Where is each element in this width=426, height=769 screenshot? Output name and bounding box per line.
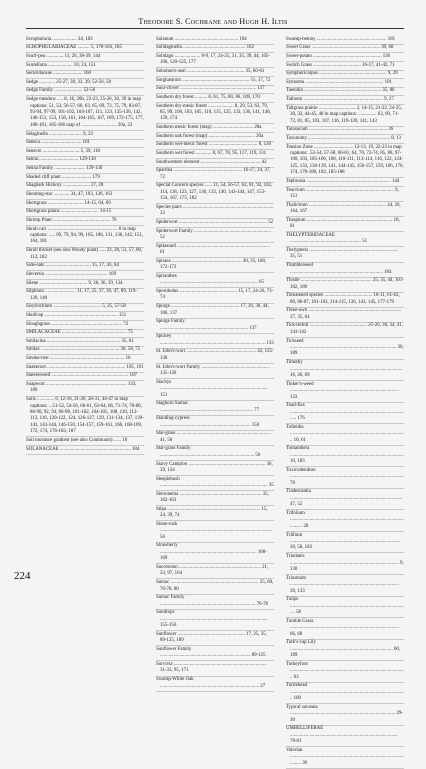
- index-entry: Sieversia ................................................... 169: [26, 271, 144, 280]
- index-entry: SCROPHULARIACEAE .......... 5, 178-183, 185: [26, 45, 144, 54]
- index-entry: Taxonomy ................................................................... 8, 13: [286, 135, 404, 144]
- index-entry: Sneezeweed ............................................................... 107: [26, 373, 144, 382]
- index-entry: Tephrosia ..................................................................... 144: [286, 178, 404, 187]
- index-entry: Sunflower ....................................................... 17, 25, 35, 89-125, 189: [156, 631, 274, 646]
- index-entry: Southern dry forest .......... 8, 61, 75, 80, 86, 109, 170: [156, 94, 274, 103]
- index-entry: Spiderwort ........................................................................ 52: [156, 219, 274, 228]
- index-entry: Standing-cypress .......................................................................... 158: [156, 416, 274, 431]
- index-entry: Tomanthera ............................................................................................. 10, 183: [286, 446, 404, 468]
- index-entry: Selaginella ........................... 9, 23: [26, 131, 144, 140]
- index-entry: Valerian ...................................................................................................... 39: [286, 747, 404, 769]
- index-entry: Smilax ................................................................ 30, 58, 75: [26, 347, 144, 356]
- index-column-2: [156, 36, 274, 689]
- index-entry: Symphoricarpos ....................................................... 9, 39: [286, 71, 404, 80]
- index-entry: Silene ....................................... 9, 26, 36, 39, 134: [26, 280, 144, 289]
- index-entry: Spikenard ............................................................................ 61: [156, 243, 274, 258]
- index-entry: Sumac ........................................................................ 25, 60, 76-78, 80: [156, 579, 274, 594]
- page-number: 224: [14, 570, 31, 582]
- index-entry: THELYPTERIDACEAE .......................................................... 51: [286, 232, 404, 247]
- index-entry: Starry Campion ............................................................... 36, 39, 134: [156, 461, 274, 476]
- index-entry: Silphium ......................... 11, 17, 25, 37, 39, 47, 89, 119-120, 140: [26, 289, 144, 304]
- index-entry: St. John's-wort ......................................................... 42, 135-136: [156, 349, 274, 364]
- index-entry: SMILACACEAE ..................................................... 75: [26, 330, 144, 339]
- index-entry: Timothy ............................................................................................ 16, 26, 69: [286, 360, 404, 382]
- index-column-1: [26, 36, 144, 558]
- index-entry: Spartina ........................................................ 16-17, 24, 37, 72: [156, 168, 274, 183]
- index-entry: Scutellaria .................... 10, 24, 151: [26, 62, 144, 71]
- index-entry: Side-oats ..................................... 15, 17, 43, 64: [26, 263, 144, 272]
- index-entry: Threatened species ....................................... 10-11, 61-62, 80, 86-87, 101-103, 114-115, 136, 143, 145, 177-179: [286, 293, 404, 308]
- index-entry: Senna Family ......................... 129-130: [26, 166, 144, 175]
- index-entry: Swamp-betony ......................................................... 181: [286, 36, 404, 45]
- index-entry: Spurrey ...................................................................................... 133: [156, 334, 274, 349]
- index-entry: Southern wet forest ............. 8, 67, 78, 95, 117, 119, 131: [156, 150, 274, 159]
- index-entry: Thalictrum ............................................................... 24, 26, 164, 167: [286, 202, 404, 217]
- index-entry: Shagbark Hickory ...................... 27, 28: [26, 183, 144, 192]
- index-entry: Tickseed ....................................................................................... 30, 189: [286, 338, 404, 360]
- index-entry: Three-awn ............................................................................ 27, 35, 64: [286, 308, 404, 323]
- index-entry: Taraxacum ................................................................ 26: [286, 127, 404, 136]
- index-entry: Spiraea ......................................................... 30, 35, 168, 172-173: [156, 258, 274, 273]
- index-entry: Star-grass Family ............................................................................. 56: [156, 446, 274, 461]
- index-entry: Succession ................................................................... 21, 33, 97, 164: [156, 564, 274, 579]
- index-entry: Smilacina ............................................................ 35, 61: [26, 338, 144, 347]
- index-entry: Scurf-pea .............. 11, 26, 38-39, 144: [26, 53, 144, 62]
- index-entry: Taenidia ............................................................... 35, 80: [286, 88, 404, 97]
- index-entry: Sunflower Family .......................................................................... 89-125: [156, 646, 274, 661]
- index-entry: Sour-clover .............................................................. 137: [156, 86, 274, 95]
- index-entry: Shooting-star ............. 34, 47, 103, 126, 162: [26, 191, 144, 200]
- index-entry: Solidago ..................... 8-9, 17, 24-25, 31, 35, 39, 44, 105-106, 120-125, 177: [156, 53, 274, 68]
- index-entry: Soapwort .................................................................. 133, 189: [26, 381, 144, 396]
- index-entry: Species pairs .......................................................................... 33: [156, 204, 274, 219]
- index-entry: Securidaceae ........................ 160: [26, 71, 144, 80]
- index-entry: Sedge meadow ..... 8, 16, 20b, 22-23, 25-26, 30, 39 in map captions: 51, 53, 56-57, 60, 63, 65, 69, 72, 75, 79, 83-87, 93-94, 97-99, 101-102, 104-107, 111, 123, 135-136, 142, 146-151, 153, 156, 161, 164-165, 167, 169, 172-175, 177, 180-181, 185-186 map of ............................. 20a, 23: [26, 96, 144, 130]
- index-entry: Toxicodendron ............................................................................................. 78: [286, 467, 404, 489]
- index-column-3: [286, 36, 404, 766]
- index-entry: Talinum ................................................................. 9, 27: [286, 96, 404, 105]
- index-entry: Sweet Grass ........................................................ 39, 68: [286, 45, 404, 54]
- running-head: Theodore S. Cochrane and Hugh H. Iltis: [138, 17, 288, 26]
- index-entry: Sisyrinchium ....................................... 5, 25, 57-58: [26, 304, 144, 313]
- index-entry: Shrub thicket (see also Woody plant) ..... 23, 28, 51, 57, 80, 112, 182: [26, 248, 144, 263]
- index-entry: Thimbleweed ............................................................................ 164: [286, 263, 404, 278]
- index-entry: Spiderwort Family ............................................................... 52: [156, 228, 274, 243]
- index-entry: Stipa ............................................................................ 15, 24, 39, 74: [156, 506, 274, 521]
- index-entry: Trillium .......................................................................................... 30, 58, 183: [286, 532, 404, 554]
- index-entry: Teucrium ........................................................................ 9, 151: [286, 187, 404, 202]
- index-entry: Shrimp Plant ............................................... 76: [26, 217, 144, 226]
- index-entry: Tradescantia ............................................................................................ 47, 52: [286, 489, 404, 511]
- index-entry: Staghorn Sumac ............................................................................ 77: [156, 401, 274, 416]
- index-entry: Turkeyfoot ............................................................................................... 63: [286, 661, 404, 683]
- index-entry: Seneca ................................. 161: [26, 140, 144, 149]
- index-entry: Sorghastrum ....................................................... 15, 17, 72: [156, 77, 274, 86]
- index-entry: Smoke-tree ............................................................. 16: [26, 355, 144, 364]
- index-entry: Soils .............. 6, 12-16, 21-26, 28-31, 44-47 in map captions: ...51-52, 54-56, 60-61, 63-64, 66, 71-74, 78-80, 86-90, 92, 94, 96-98, 101-102, 104-105, 108, 110, 112-113, 116, 120-122, 124, 126-127, 129, 131-134, 137, 139-141, 143-144, 146-150, 154-157, 159-161, 166, 168-169, 172, 174, 176-183, 187: [26, 397, 144, 438]
- index-entry: Shrub carr ......................................................... 8 in map captions: ..... 69, 79, 94, 99, 105, 108, 131, 136, 142, 151, 164, 181: [26, 226, 144, 248]
- index-entry: Shortgrass ............................. 14-15, 64, 69: [26, 200, 144, 209]
- index-entry: Thelypteris ........................................................................ 35, 51: [286, 247, 404, 262]
- index-entry: Sedge ............. 25-27, 30, 33, 39, 52-56, 58: [26, 79, 144, 88]
- index-entry: Southern mesic forest (map) ................................. 20a: [156, 124, 274, 133]
- index-entry: Solidaginella ................................................... 162: [156, 45, 274, 54]
- index-entry: Steironema ................................................................... 35, 162-163: [156, 491, 274, 506]
- index-entry: Stone-rush ............................................................................................ 56: [156, 521, 274, 543]
- index-entry: Tick-trefoil ............................................... 25-26, 30, 34, 41, 141-142: [286, 323, 404, 338]
- index-entry: Tension Zone ................................ 12-13, 19, 22-23 in map captions: .53-54, 57-58, 60-61, 64, 70, 72-74, 85, 88, 97-100, 103, 105-106, 108, 110-111, 113-114, 116, 122, 124-125, 133, 138-139, 141, 144-145, 156-157, 159, 166, 170, 174, 178-180, 182, 185-188: [286, 144, 404, 178]
- index-entry: SOLANACEAE .......................................................... 184: [26, 446, 144, 455]
- index-entry: St. John's-wort Family ........................................................ 135-136: [156, 364, 274, 379]
- index-entry: Survivia ............................................................................ 31-33, 95, 171: [156, 661, 274, 676]
- index-entry: Southwestern element ................................................. 42: [156, 159, 274, 168]
- index-entry: Sweet-potato ........................................................ 136: [286, 53, 404, 62]
- index-entry: Trifolium ....................................................................................................... 26: [286, 510, 404, 532]
- index-entry: Spiranthes ................................................................................ 65: [156, 273, 274, 288]
- index-entry: Tinker's-weed ......................................................................................... 133: [286, 381, 404, 403]
- index-entry: Southern dry-mesic forest ..................... 8, 29, 53, 63, 79, 85, 99, 100, 103, 105, 110, 115, 125, 133, 136, 141, 148, 159, 174: [156, 103, 274, 125]
- index-entry: Synosma ................................................................ 101: [286, 79, 404, 88]
- index-entry: Southern oak forest (map) ...................................... 20a: [156, 133, 274, 142]
- index-entry: Star-grass ............................................................................. 41, 56: [156, 431, 274, 446]
- index-entry: UMBELLIFERAE ........................................................................................ 78-81: [286, 726, 404, 748]
- index-entry: Spurge ........................................................ 17, 26, 30, 44, 106, 137: [156, 304, 274, 319]
- index-entry: Turk's-cap Lily .................................................................................... 60, 189: [286, 640, 404, 662]
- index-entry: Steeplebush ........................................................................................ 35: [156, 476, 274, 491]
- index-entry: Sporobolus ............................................... 15, 17, 24-26, 73-74: [156, 288, 274, 303]
- index-entry: Solanum .................................................... 184: [156, 36, 274, 45]
- header-rule: [26, 28, 404, 29]
- index-entry: Swamp-White Oak ................................................................................. 27: [156, 677, 274, 692]
- index-entry: Switch Grass ....................................... 16-17, 41-42, 71: [286, 62, 404, 71]
- index-entry: Sundrops ........................................................................................ 155-156: [156, 610, 274, 632]
- index-entry: Tumble Grass ......................................................................................... 66, 68: [286, 618, 404, 640]
- index-entry: Tofieldia ............................................................................................... 10, 61: [286, 424, 404, 446]
- index-columns: [26, 36, 404, 766]
- index-entry: Skullcap ............................................................ 151: [26, 312, 144, 321]
- index-entry: Senecio .............................. 5, 39, 118: [26, 148, 144, 157]
- index-entry: Soil moisture gradient (see also Continuum) ...... 16: [26, 437, 144, 446]
- index-entry: Sumac Family .............................................................................. 76-78: [156, 595, 274, 610]
- index-entry: Triodanis ......................................................................................... 9, 130: [286, 553, 404, 575]
- index-entry: Sedge Family ....................... 52-56: [26, 88, 144, 97]
- index-entry: Tallgrass prairie .............................. 2, 14-15, 21-22, 24-25, 30, 33, 44-45, 48 in map captions: ............... 63, 69, 71-72, 81, 85, 103, 107, 116, 119-120, 141, 143: [286, 105, 404, 127]
- index-entry: Tulips ................................................................................................. 58: [286, 597, 404, 619]
- index-entry: Sloughgrass .......................................................... 72: [26, 321, 144, 330]
- index-entry: Snakeroot ................................................................ 105, 161: [26, 364, 144, 373]
- index-entry: Toad-flax .................................................................................................. 176: [286, 403, 404, 425]
- index-entry: Typical savanna ...................................................................................... 29-30: [286, 704, 404, 726]
- index-entry: Special Concern species ...... 11, 54, 56-57, 62, 81, 92, 102, 114, 118, 123, 127, 130, 133, 140, 143-144, 147, 153-154, 167, 175, 182: [156, 183, 274, 205]
- index-entry: Stachys ........................................................................................ 151: [156, 379, 274, 401]
- index-entry: Scrophularia .................... 34, 183: [26, 36, 144, 45]
- index-entry: Thistle .......................................................... 25, 35, 44, 101-102, 189: [286, 278, 404, 293]
- index-entry: Strawberry ............................................................................... 168-169: [156, 543, 274, 565]
- index-entry: Turtlehead ............................................................................................... 180: [286, 683, 404, 705]
- index-entry: Triosteum ......................................................................................... 39, 133: [286, 575, 404, 597]
- index-entry: Shortgrass plains ............................... 14-15: [26, 209, 144, 218]
- index-entry: Shaded cliff plant ........................ 179: [26, 174, 144, 183]
- index-entry: Southern wet-mesic forest ........................................ 8, 130: [156, 142, 274, 151]
- index-entry: Solomon's-seal ............................................... 35, 60-61: [156, 68, 274, 77]
- index-entry: Thaspium ...................................................................... 10, 81: [286, 217, 404, 232]
- index-entry: Spurge Family ........................................................................ 137: [156, 319, 274, 334]
- index-entry: Senna ................................ 129-130: [26, 157, 144, 166]
